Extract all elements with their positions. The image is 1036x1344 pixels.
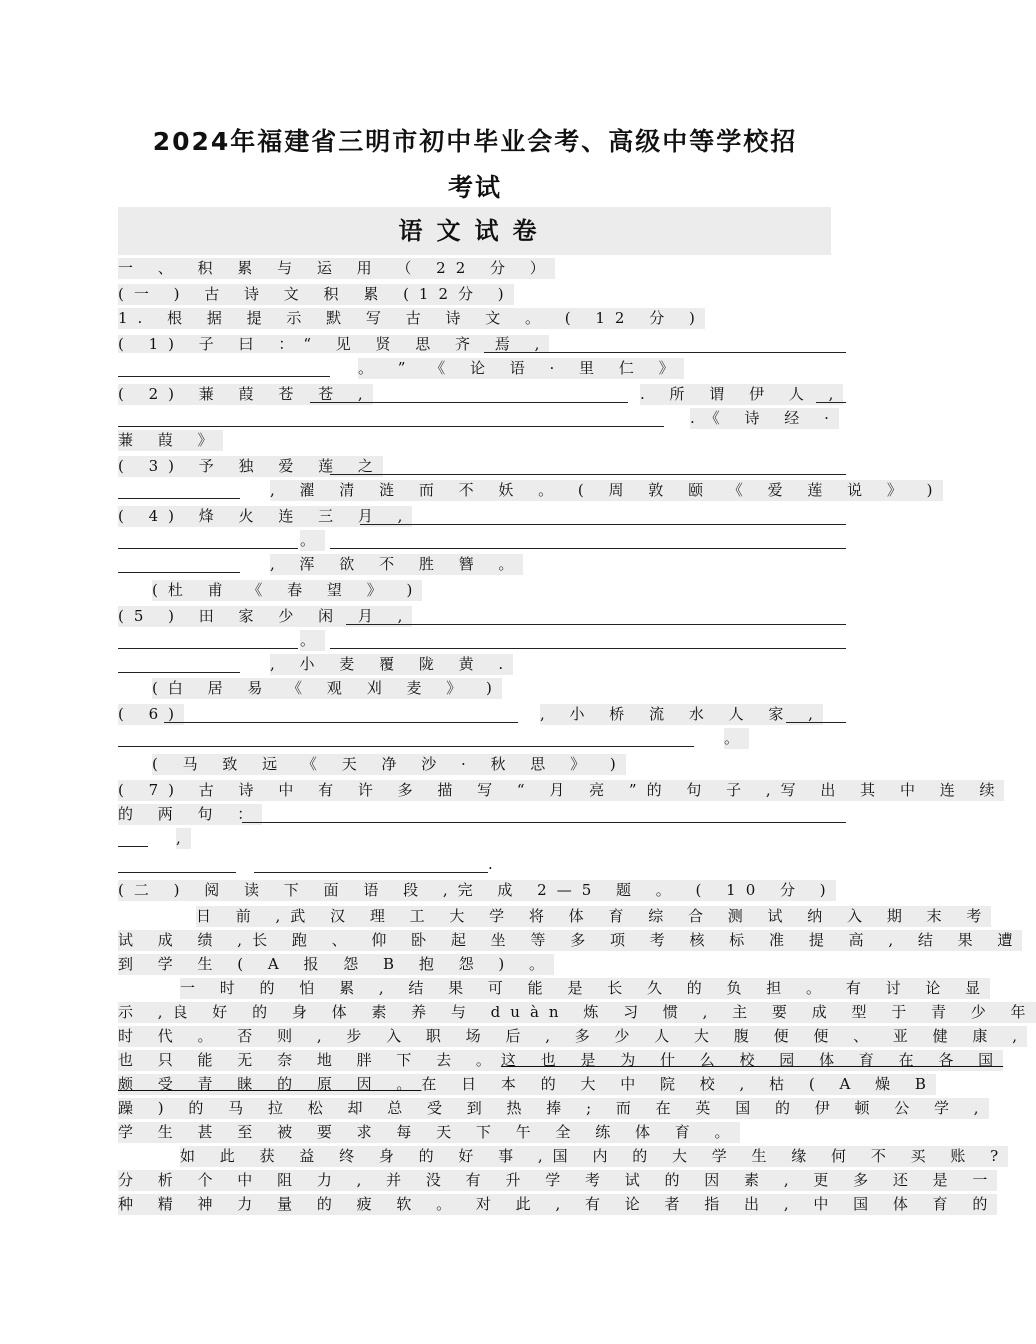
item-5-period: 。 <box>300 631 326 649</box>
item-7-text-b: 的 两 句 ： <box>118 805 263 823</box>
item-3-source: , 濯 清 涟 而 不 妖 。 ( 周 敦 颐 《 爱 莲 说 》 ) <box>270 481 943 499</box>
answer-blank[interactable] <box>118 360 330 377</box>
subsection-heading-2: (二 ) 阅 读 下 面 语 段 ,完 成 2—5 题 。 ( 10 分 ) <box>118 881 836 899</box>
page-title-line-2: 考试 <box>447 173 502 202</box>
answer-blank[interactable] <box>118 482 240 499</box>
answer-blank[interactable] <box>118 656 240 673</box>
item-4-source: (杜 甫 《 春 望 》 ) <box>152 581 423 599</box>
passage-line: 到 学 生 ( A 报 怨 B 抱 怨 ) 。 <box>118 955 555 973</box>
exam-subtitle: 语文试卷 <box>118 207 831 255</box>
item-2-text: ( 2) 蒹 葭 苍 苍 , <box>118 385 373 403</box>
item-4-period: 。 <box>300 531 326 549</box>
answer-blank[interactable] <box>346 608 846 625</box>
item-5-source: (白 居 易 《 观 刈 麦 》 ) <box>152 679 502 697</box>
passage-line: 试 成 绩 ,长 跑 、 仰 卧 起 坐 等 多 项 考 核 标 准 提 高 , 结 果 遭 <box>118 931 1023 949</box>
answer-blank[interactable] <box>118 856 236 873</box>
passage-line: 躁 ) 的 马 拉 松 却 总 受 到 热 捧 ; 而 在 英 国 的 伊 顿 公 学 , <box>118 1099 989 1117</box>
answer-blank[interactable] <box>310 386 628 403</box>
answer-blank[interactable] <box>786 706 846 723</box>
answer-blank[interactable] <box>118 410 664 427</box>
passage-line: 学 生 甚 至 被 要 求 每 天 下 午 全 练 体 育 。 <box>118 1123 740 1141</box>
passage-text: 也 只 能 无 奈 地 胖 下 去 。 <box>118 1051 501 1069</box>
answer-blank[interactable] <box>330 458 846 475</box>
item-7-comma: , <box>176 829 191 847</box>
item-7-text: ( 7) 古 诗 中 有 许 多 描 写 “ 月 亮 ”的 句 子 ,写 出 其 中 连 续 <box>118 781 1005 799</box>
item-6-text-b: , 小 桥 流 水 人 家 , <box>540 705 823 723</box>
section-heading-1: 一 、 积 累 与 运 用 （ 22 分 ） <box>118 259 555 277</box>
item-7-period: . <box>488 855 503 873</box>
passage-line: 种 精 神 力 量 的 疲 软 。 对 此 , 有 论 者 指 出 , 中 国 体 育 的 <box>118 1195 998 1213</box>
answer-blank[interactable] <box>360 508 846 525</box>
item-6-source: ( 马 致 远 《 天 净 沙 · 秋 思 》 ) <box>152 755 626 773</box>
passage-text: 在 日 本 的 大 中 院 校 , 枯 ( A 燥 B <box>421 1075 936 1093</box>
answer-blank[interactable] <box>118 830 148 847</box>
page-title-line-1: 2024年福建省三明市初中毕业会考、高级中等学校招 <box>152 127 798 156</box>
answer-blank[interactable] <box>254 856 488 873</box>
answer-blank[interactable] <box>816 386 846 403</box>
item-2-source: .《 诗 经 · <box>690 409 839 427</box>
answer-blank[interactable] <box>330 632 846 649</box>
passage-line <box>118 1074 936 1095</box>
answer-blank[interactable] <box>242 806 846 823</box>
item-2-text-b: . 所 谓 伊 人 , <box>640 385 844 403</box>
underlined-sentence-end: 颇 受 青 睐 的 原 因 。 <box>118 1075 422 1093</box>
answer-blank[interactable] <box>330 532 846 549</box>
passage-line: 时 代 。 否 则 , 步 入 职 场 后 , 多 少 人 大 腹 便 便 、 亚 健 康 , <box>118 1027 1027 1045</box>
item-5-text: (5 ) 田 家 少 闲 月 , <box>118 607 413 625</box>
answer-blank[interactable] <box>118 532 298 549</box>
question-1-prompt: 1. 根 据 提 示 默 写 古 诗 文 。 ( 12 分 ) <box>118 309 705 327</box>
item-4-text: ( 4) 烽 火 连 三 月 , <box>118 507 413 525</box>
passage-line: 一 时 的 怕 累 , 结 果 可 能 是 长 久 的 负 担 。 有 讨 论 显 <box>180 979 991 997</box>
underlined-sentence: 这 也 是 为 什 么 校 园 体 育 在 各 国 <box>500 1051 1004 1069</box>
passage-line: 示 ,良 好 的 身 体 素 养 与 duàn 炼 习 惯 , 主 要 成 型 于 青 少 年 <box>118 1003 1036 1021</box>
passage-line: 如 此 获 益 终 身 的 好 事 ,国 内 的 大 学 生 缘 何 不 买 账 ? <box>180 1147 1009 1165</box>
item-1-source: 。 ” 《 论 语 · 里 仁 》 <box>358 359 684 377</box>
item-5-text-b: , 小 麦 覆 陇 黄 . <box>270 655 514 673</box>
item-3-text: ( 3) 予 独 爱 莲 之 <box>118 457 383 475</box>
answer-blank[interactable] <box>164 706 518 723</box>
passage-line <box>118 1050 1003 1071</box>
answer-blank[interactable] <box>118 556 240 573</box>
item-6-period: 。 <box>724 729 750 747</box>
answer-blank[interactable] <box>118 730 694 747</box>
item-6-text: ( 6) <box>118 705 185 723</box>
item-1-text: ( 1) 子 曰 ：“ 见 贤 思 齐 焉 , <box>118 335 550 353</box>
passage-line: 分 析 个 中 阻 力 , 并 没 有 升 学 考 试 的 因 素 , 更 多 还 是 一 <box>118 1171 998 1189</box>
passage-line: 日 前 ,武 汉 理 工 大 学 将 体 育 综 合 测 试 纳 入 期 末 考 <box>196 907 992 925</box>
item-4-text-b: , 浑 欲 不 胜 簪 。 <box>270 555 524 573</box>
item-2-source-cont: 蒹 葭 》 <box>118 431 223 449</box>
answer-blank[interactable] <box>484 336 846 353</box>
subsection-heading-1: (一 ) 古 诗 文 积 累 (12分 ) <box>118 285 514 303</box>
answer-blank[interactable] <box>118 632 298 649</box>
